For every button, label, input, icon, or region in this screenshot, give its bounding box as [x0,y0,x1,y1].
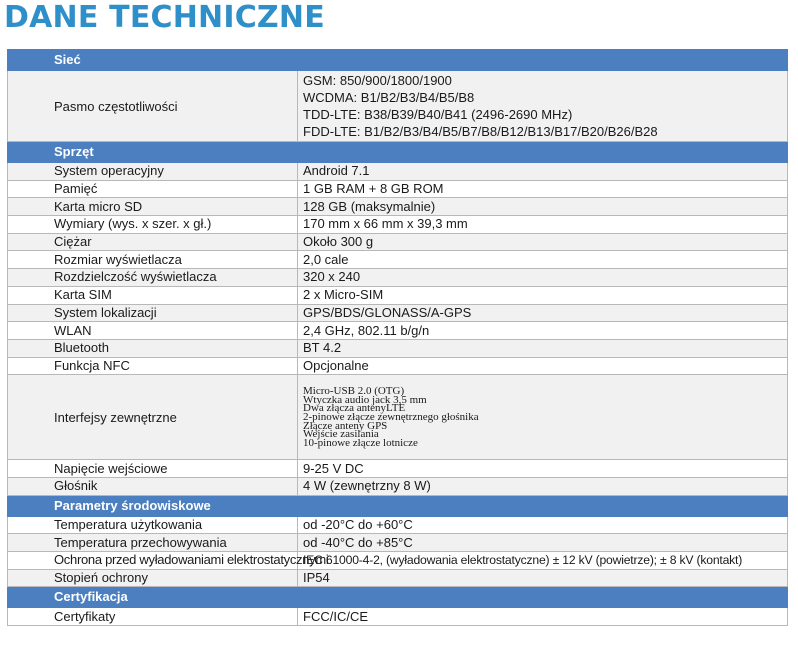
value-line: FDD-LTE: B1/B2/B3/B4/B5/B7/B8/B12/B13/B17/B20/B26/B28 [303,124,658,139]
row-label: Interfejsy zewnętrzne [8,375,298,460]
value-line: 2-pinowe złącze zewnętrznego głośnika [303,410,479,423]
section-title: Parametry środowiskowe [8,495,788,516]
table-row [8,516,788,534]
row-value: 9-25 V DC [298,460,788,478]
row-label: Stopień ochrony [8,569,298,587]
row-label: Certyfikaty [8,608,298,626]
table-row [8,460,788,478]
section-header-certification [8,587,788,608]
value-line: Dwa złącza antenyLTE [303,402,406,415]
row-value: FCC/IC/CE [298,608,788,626]
value-line: TDD-LTE: B38/B39/B40/B41 (2496-2690 MHz) [303,107,573,122]
table-row [8,569,788,587]
row-label: Karta SIM [8,286,298,304]
row-label: Wymiary (wys. x szer. x gł.) [8,216,298,234]
value-line: Złącze anteny GPS [303,419,388,432]
row-value: Opcjonalne [298,357,788,375]
row-label: Karta micro SD [8,198,298,216]
table-row [8,71,788,142]
row-label: Ciężar [8,233,298,251]
value-line: Wtyczka audio jack 3,5 mm [303,393,427,406]
table-row [8,163,788,181]
table-row [8,180,788,198]
row-value: 320 x 240 [298,269,788,287]
row-label: Pasmo częstotliwości [8,71,298,142]
row-label: Ochrona przed wyładowaniami elektrostatycznymi [8,552,298,570]
row-value: 170 mm x 66 mm x 39,3 mm [298,216,788,234]
value-line: WCDMA: B1/B2/B3/B4/B5/B8 [303,90,475,105]
row-label: Temperatura przechowywania [8,534,298,552]
section-header-hardware [8,142,788,163]
row-value: GPS/BDS/GLONASS/A-GPS [298,304,788,322]
row-value [298,375,788,460]
section-title: Certyfikacja [8,587,788,608]
row-value: Około 300 g [298,233,788,251]
row-value: 2,4 GHz, 802.11 b/g/n [298,322,788,340]
row-value: 2,0 cale [298,251,788,269]
row-label: Głośnik [8,477,298,495]
table-row [8,304,788,322]
row-value: BT 4.2 [298,339,788,357]
row-label: WLAN [8,322,298,340]
table-row [8,477,788,495]
section-title: Sieć [8,50,788,71]
row-label: Temperatura użytkowania [8,516,298,534]
table-row [8,251,788,269]
row-value: 2 x Micro-SIM [298,286,788,304]
spec-table [7,49,788,626]
row-value: Android 7.1 [298,163,788,181]
value-line: GSM: 850/900/1800/1900 [303,73,452,88]
row-value: IEC 61000-4-2, (wyładowania elektrostatyczne) ± 12 kV (powietrze); ± 8 kV (kontakt) [298,552,788,570]
table-row [8,339,788,357]
row-value: 1 GB RAM + 8 GB ROM [298,180,788,198]
table-row [8,286,788,304]
row-label: System operacyjny [8,163,298,181]
section-header-network [8,50,788,71]
section-header-environment [8,495,788,516]
row-label: Rozmiar wyświetlacza [8,251,298,269]
table-row [8,375,788,460]
section-title: Sprzęt [8,142,788,163]
value-line: 10-pinowe złącze lotnicze [303,436,418,449]
page-title: DANE TECHNICZNE [4,0,325,35]
value-line: Wejście zasilania [303,428,379,441]
table-row [8,534,788,552]
table-row [8,216,788,234]
row-value: 4 W (zewnętrzny 8 W) [298,477,788,495]
row-label: Napięcie wejściowe [8,460,298,478]
row-label: Funkcja NFC [8,357,298,375]
table-row [8,357,788,375]
row-value: 128 GB (maksymalnie) [298,198,788,216]
value-line: Micro-USB 2.0 (OTG) [303,385,405,398]
row-value: od -40°C do +85°C [298,534,788,552]
table-row [8,269,788,287]
row-label: Pamięć [8,180,298,198]
table-row [8,552,788,570]
row-label: Rozdzielczość wyświetlacza [8,269,298,287]
row-value: IP54 [298,569,788,587]
row-value [298,71,788,142]
row-label: System lokalizacji [8,304,298,322]
table-row [8,233,788,251]
row-value: od -20°C do +60°C [298,516,788,534]
row-label: Bluetooth [8,339,298,357]
table-row [8,322,788,340]
table-row [8,198,788,216]
table-row [8,608,788,626]
